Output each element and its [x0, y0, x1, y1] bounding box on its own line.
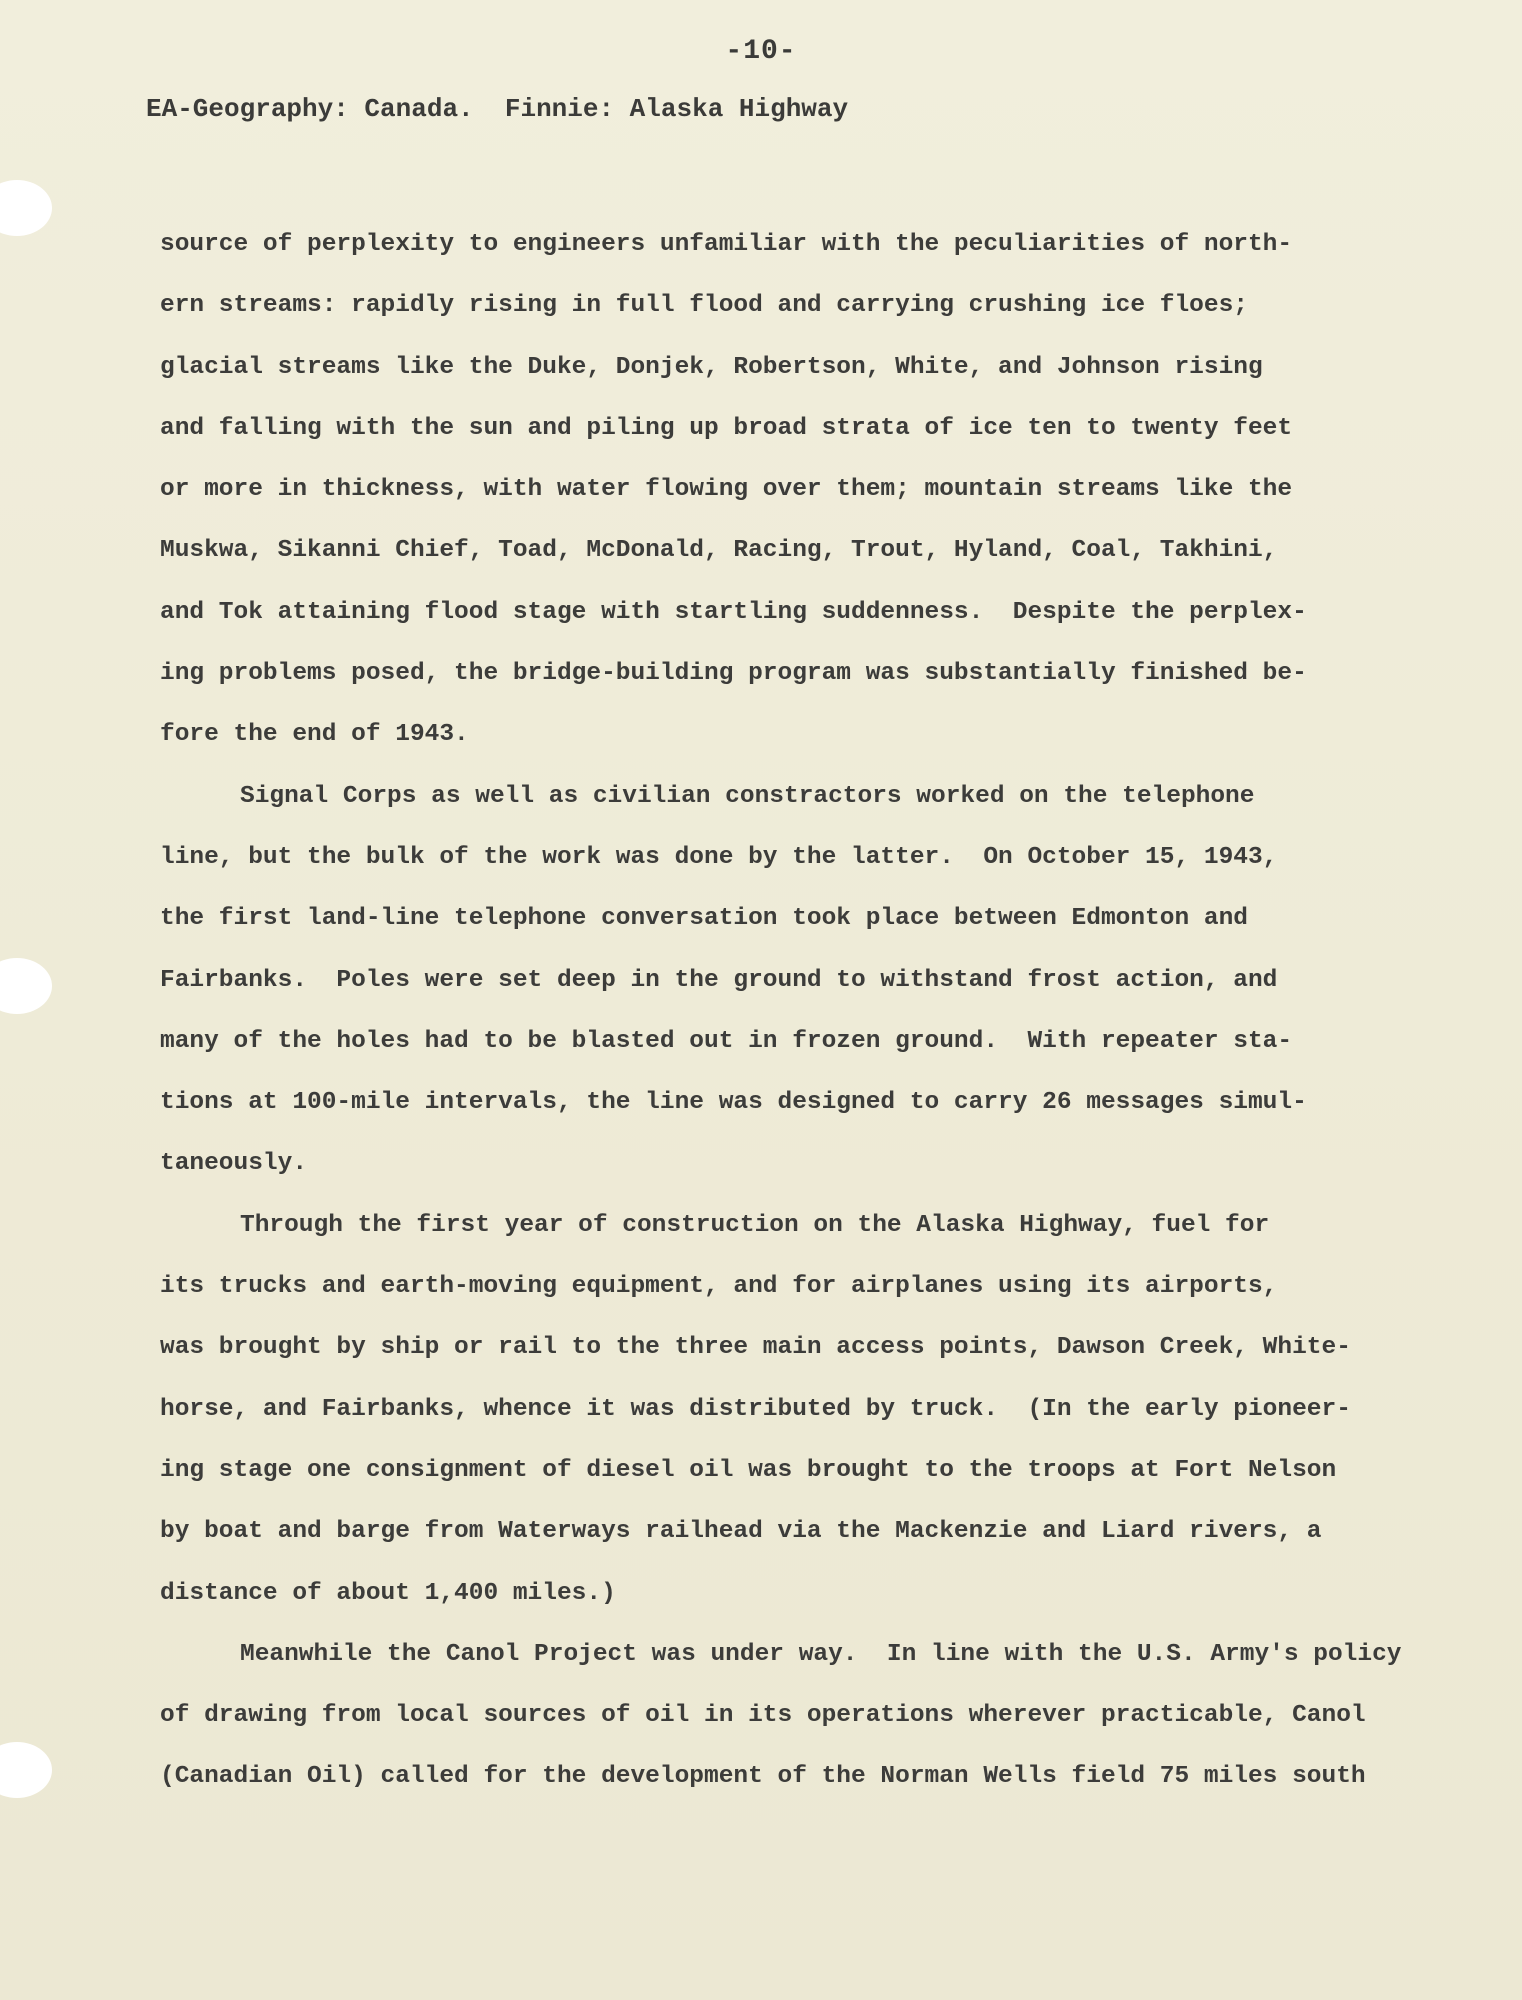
text-line: was brought by ship or rail to the three main access points, Dawson Creek, White-	[160, 1334, 1351, 1362]
text-line: Fairbanks. Poles were set deep in the ground to withstand frost action, and	[160, 966, 1278, 994]
text-line: tions at 100-mile intervals, the line was designed to carry 26 messages simul-	[160, 1089, 1307, 1117]
text-line: ern streams: rapidly rising in full flood and carrying crushing ice floes;	[160, 292, 1248, 320]
punch-hole	[0, 1742, 52, 1798]
text-line: by boat and barge from Waterways railhead via the Mackenzie and Liard rivers, a	[160, 1518, 1322, 1546]
text-line: source of perplexity to engineers unfamiliar with the peculiarities of north-	[160, 231, 1293, 258]
body-text	[160, 214, 1460, 1808]
text-line: many of the holes had to be blasted out in frozen ground. With repeater sta-	[160, 1027, 1293, 1055]
text-line: Meanwhile the Canol Project was under way. In line with the U.S. Army's policy	[240, 1640, 1402, 1668]
punch-hole	[0, 958, 52, 1014]
text-line: line, but the bulk of the work was done by the latter. On October 15, 1943,	[160, 843, 1278, 871]
punch-hole	[0, 180, 52, 236]
page-number: -10-	[725, 36, 797, 67]
text-line: or more in thickness, with water flowing over them; mountain streams like the	[160, 476, 1293, 504]
text-line: fore the end of 1943.	[160, 721, 469, 749]
text-line: of drawing from local sources of oil in its operations wherever practicable, Canol	[160, 1702, 1366, 1730]
text-line: glacial streams like the Duke, Donjek, Robertson, White, and Johnson rising	[160, 353, 1263, 381]
text-line: Through the first year of construction on the Alaska Highway, fuel for	[240, 1211, 1270, 1239]
running-header: EA-Geography: Canada. Finnie: Alaska Highway	[146, 94, 849, 124]
text-line: (Canadian Oil) called for the development of the Norman Wells field 75 miles south	[160, 1763, 1366, 1791]
text-line: ing problems posed, the bridge-building program was substantially finished be-	[160, 660, 1307, 688]
text-line: Muskwa, Sikanni Chief, Toad, McDonald, Racing, Trout, Hyland, Coal, Takhini,	[160, 537, 1278, 565]
text-line: and falling with the sun and piling up broad strata of ice ten to twenty feet	[160, 414, 1293, 442]
text-line: horse, and Fairbanks, whence it was distributed by truck. (In the early pioneer-	[160, 1395, 1351, 1423]
text-line: ing stage one consignment of diesel oil was brought to the troops at Fort Nelson	[160, 1456, 1337, 1484]
text-line: the first land-line telephone conversation took place between Edmonton and	[160, 905, 1248, 933]
text-line: Signal Corps as well as civilian constractors worked on the telephone	[240, 782, 1255, 810]
text-line: distance of about 1,400 miles.)	[160, 1579, 616, 1607]
text-line: its trucks and earth-moving equipment, and for airplanes using its airports,	[160, 1273, 1278, 1301]
text-line: and Tok attaining flood stage with startling suddenness. Despite the perplex-	[160, 598, 1307, 626]
text-line: taneously.	[160, 1150, 308, 1178]
